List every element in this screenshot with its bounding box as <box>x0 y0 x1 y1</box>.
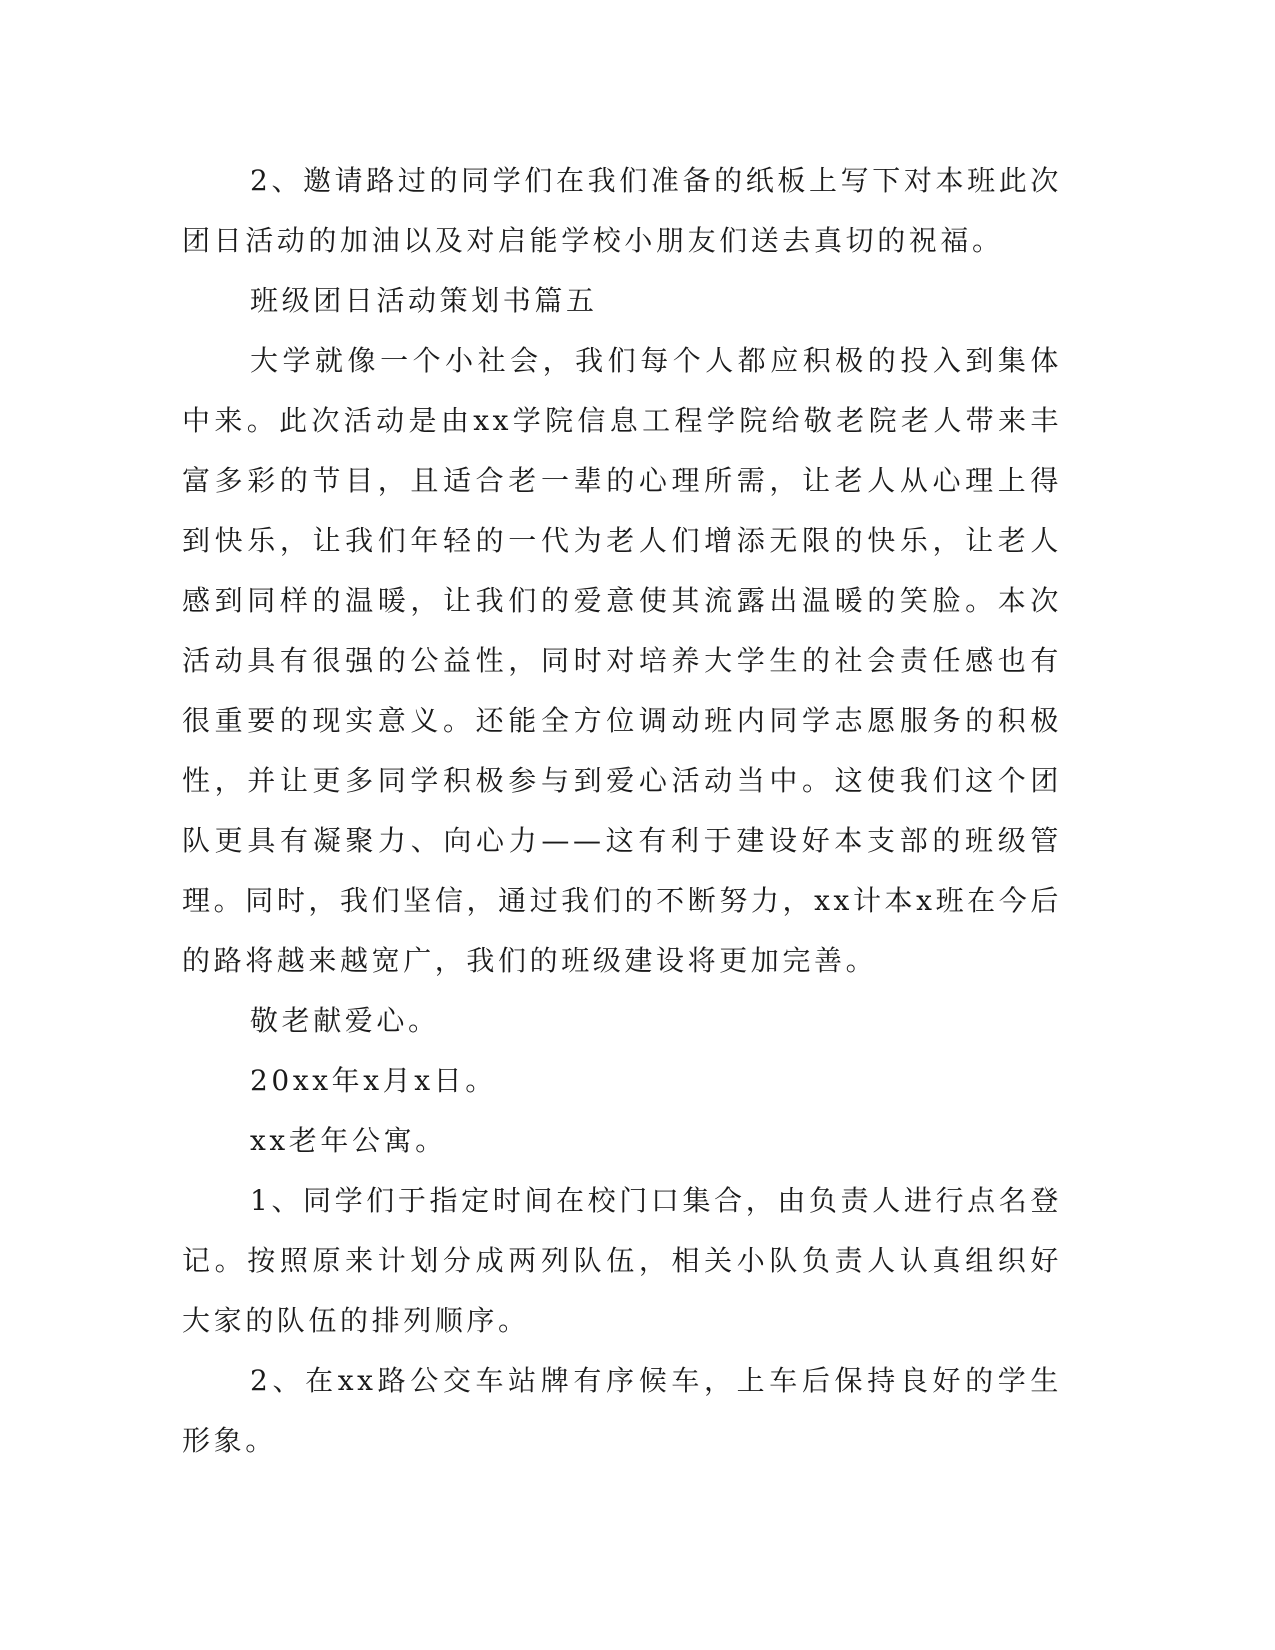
paragraph-invite-wishes: 2、邀请路过的同学们在我们准备的纸板上写下对本班此次团日活动的加油以及对启能学校小朋友们送去真切的祝福。 <box>182 164 1062 257</box>
step-one-gathering: 1、同学们于指定时间在校门口集合，由负责人进行点名登记。按照原来计划分成两列队伍，相关小队负责人认真组织好大家的队伍的排列顺序。 <box>182 1184 1062 1337</box>
section-heading: 班级团日活动策划书篇五 <box>250 284 598 317</box>
document-body <box>182 151 1062 1471</box>
step-two-bus: 2、在xx路公交车站牌有序候车，上车后保持良好的学生形象。 <box>182 1364 1062 1457</box>
activity-date: 20xx年x月x日。 <box>250 1064 497 1097</box>
activity-theme: 敬老献爱心。 <box>250 1004 440 1037</box>
activity-location: xx老年公寓。 <box>250 1124 447 1157</box>
paragraph-intro: 大学就像一个小社会，我们每个人都应积极的投入到集体中来。此次活动是由xx学院信息工程学院给敬老院老人带来丰富多彩的节目，且适合老一辈的心理所需，让老人从心理上得到快乐，让我们年轻的一代为老人们增添无限的快乐，让老人感到同样的温暖，让我们的爱意使其流露出温暖的笑脸。本次活动具有很强的公益性，同时对培养大学生的社会责任感也有很重要的现实意义。还能全方位调动班内同学志愿服务的积极性，并让更多同学积极参与到爱心活动当中。这使我们这个团队更具有凝聚力、向心力——这有利于建设好本支部的班级管理。同时，我们坚信，通过我们的不断努力，xx计本x班在今后的路将越来越宽广，我们的班级建设将更加完善。 <box>182 344 1062 977</box>
